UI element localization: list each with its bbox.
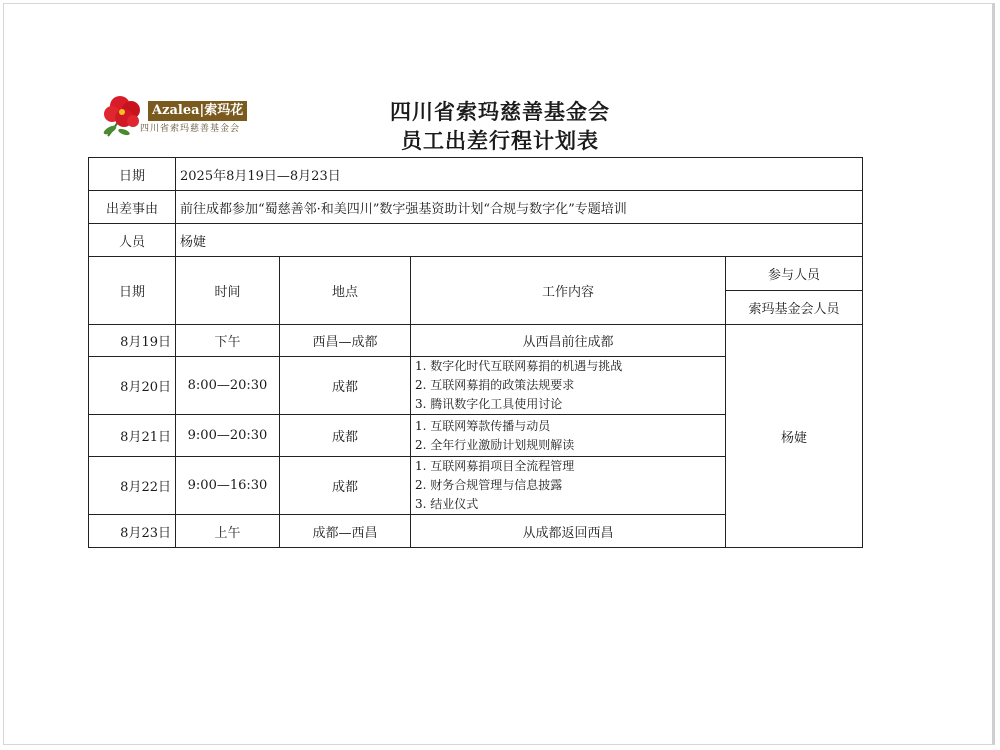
row-place: 西昌—成都	[280, 325, 411, 357]
person-info-row	[89, 224, 863, 257]
row-content: 从西昌前往成都	[411, 325, 726, 357]
content-item: 2. 全年行业激励计划规则解读	[415, 437, 575, 452]
row-time: 9:00—16:30	[176, 457, 280, 515]
row-date: 8月23日	[89, 515, 176, 548]
row-time: 9:00—20:30	[176, 415, 280, 457]
person-info-value: 杨婕	[176, 224, 863, 257]
row-time: 8:00—20:30	[176, 357, 280, 415]
participant-name: 杨婕	[726, 325, 863, 548]
content-item: 2. 财务合规管理与信息披露	[415, 478, 563, 492]
reason-info-label: 出差事由	[89, 191, 176, 224]
content-item: 1. 互联网筹款传播与动员	[415, 418, 551, 433]
row-place: 成都	[280, 357, 411, 415]
person-info-label: 人员	[89, 224, 176, 257]
date-info-row	[89, 158, 863, 191]
content-item: 3. 结业仪式	[415, 497, 479, 511]
row-place: 成都	[280, 415, 411, 457]
row-content	[411, 415, 726, 457]
document-title: 四川省索玛慈善基金会	[390, 100, 610, 124]
row-date: 8月22日	[89, 457, 176, 515]
date-info-label: 日期	[89, 158, 176, 191]
date-info-value: 2025年8月19日—8月23日	[176, 158, 863, 191]
row-content	[411, 457, 726, 515]
row-date: 8月20日	[89, 357, 176, 415]
header-content: 工作内容	[411, 257, 726, 325]
row-place: 成都—西昌	[280, 515, 411, 548]
logo-subtitle: 四川省索玛慈善基金会	[140, 124, 241, 134]
row-date: 8月19日	[89, 325, 176, 357]
content-item: 1. 数字化时代互联网募捐的机遇与挑战	[415, 359, 623, 373]
row-content	[411, 357, 726, 415]
row-time: 下午	[176, 325, 280, 357]
row-date: 8月21日	[89, 415, 176, 457]
content-item: 2. 互联网募捐的政策法规要求	[415, 378, 575, 392]
header-place: 地点	[280, 257, 411, 325]
row-content: 从成都返回西昌	[411, 515, 726, 548]
reason-info-row	[89, 191, 863, 224]
row-place: 成都	[280, 457, 411, 515]
logo-brand-text: Azalea|索玛花	[148, 101, 247, 121]
itinerary-table	[88, 157, 863, 548]
header-participants: 参与人员	[726, 257, 863, 291]
header-time: 时间	[176, 257, 280, 325]
document-subtitle: 员工出差行程计划表	[401, 129, 599, 153]
header-date: 日期	[89, 257, 176, 325]
header-foundation-staff: 索玛基金会人员	[726, 291, 863, 325]
header-row	[89, 257, 863, 291]
content-item: 1. 互联网募捐项目全流程管理	[415, 459, 575, 473]
content-item: 3. 腾讯数字化工具使用讨论	[415, 397, 563, 411]
reason-info-value: 前往成都参加“蜀慈善邻·和美四川”数字强基资助计划“合规与数字化”专题培训	[176, 191, 863, 224]
table-row	[89, 325, 863, 357]
row-time: 上午	[176, 515, 280, 548]
